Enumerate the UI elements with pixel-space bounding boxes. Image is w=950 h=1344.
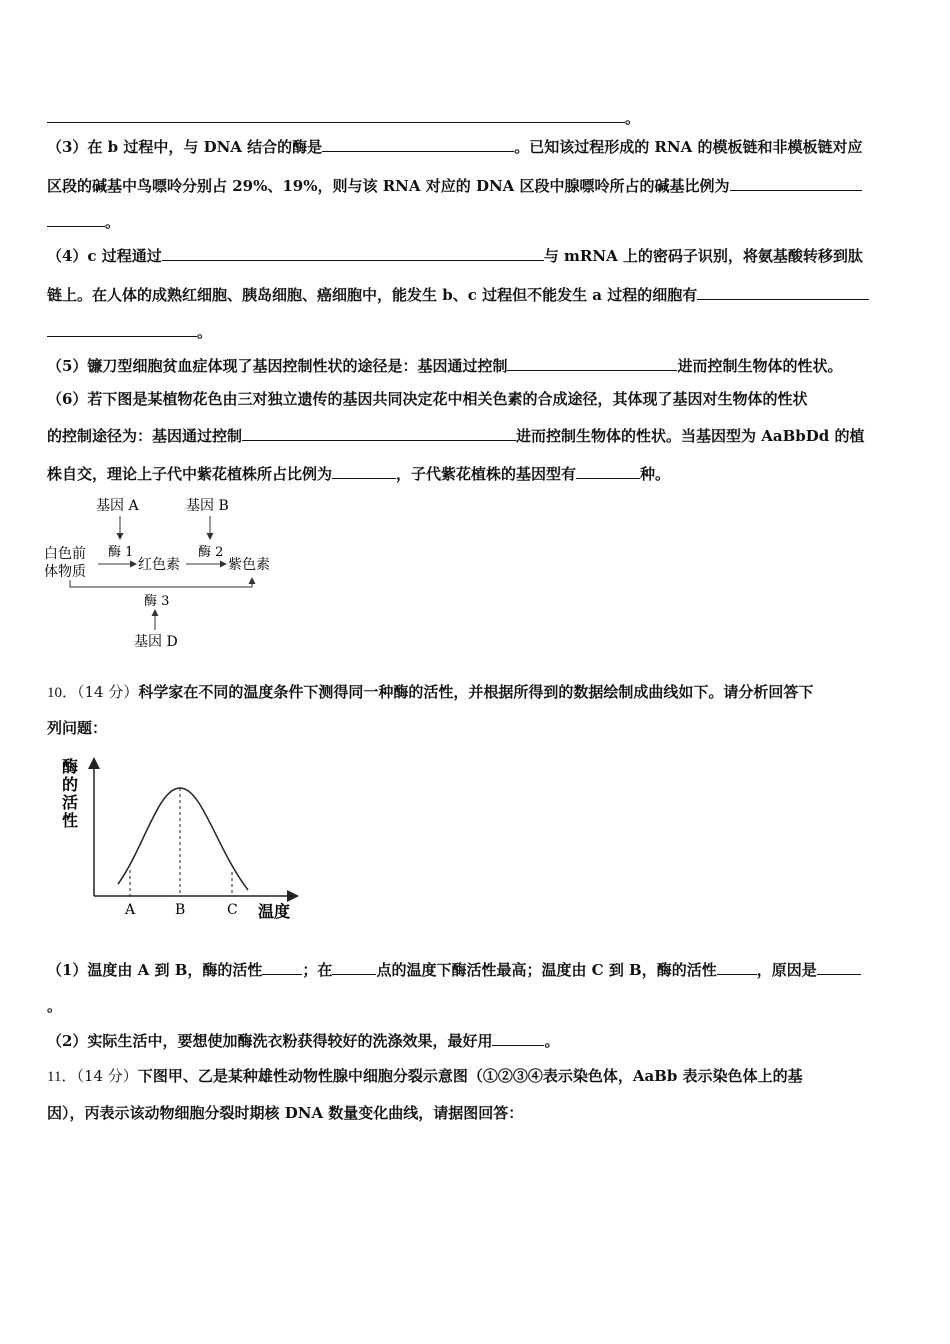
tick-label-a: A [125,902,136,918]
gene-b-label: 基因 B [186,498,229,514]
answer-blank[interactable] [162,246,544,261]
tick-label-c: C [227,902,238,918]
y-label-char: 活 [62,793,79,812]
precursor-label-line1: 白色前 [44,546,86,562]
q10-part2: （2）实际生活中，要想使加酶洗衣粉获得较好的洗涤效果，最好用 。 [47,1032,560,1050]
q11-stem-line1: 11．（14 分）下图甲、乙是某种雄性动物性腺中细胞分裂示意图（①②③④表示染色体，AaBb 表示染色体上的基 [47,1067,803,1085]
answer-blank[interactable] [507,356,677,371]
q9-part3-line2: 区段的碱基中鸟嘌呤分别占 29%、19%，则与该 RNA 对应的 DNA 区段中腺嘌呤所占的碱基比例为 [47,176,862,196]
q10-stem-line1: 10．（14 分）科学家在不同的温度条件下测得同一种酶的活性，并根据所得到的数据绘制成曲线如下。请分析回答下 [47,683,814,701]
y-label-char: 的 [62,775,79,794]
answer-blank[interactable] [717,960,757,975]
answer-blank[interactable] [697,285,869,300]
q11-stem-line2: 因），丙表示该动物细胞分裂时期核 DNA 数量变化曲线，请据图回答： [47,1104,524,1122]
purple-pigment-label: 紫色素 [228,557,270,573]
q9-top-line: 。 [47,108,640,128]
q9-part6-line3: 株自交，理论上子代中紫花植株所占比例为 ，子代紫花植株的基因型有 种。 [47,465,671,483]
answer-blank[interactable] [242,426,516,441]
q10-part1-line1: （1）温度由 A 到 B，酶的活性 ；在 点的温度下酶活性最高；温度由 C 到 B，酶的活性 ，原因是 [47,960,861,980]
answer-blank[interactable] [47,212,105,227]
q10-stem-line2: 列问题： [47,719,108,737]
enzyme-activity-graph [58,750,308,922]
q9-part6-line1: （6）若下图是某植物花色由三对独立遗传的基因共同决定花中相关色素的合成途径，其体现了基因对生物体的性状 [47,390,808,408]
q9-part5: （5）镰刀型细胞贫血症体现了基因控制性状的途径是：基因通过控制 进而控制生物体的性状。 [47,357,843,375]
answer-blank[interactable] [492,1031,544,1046]
enzyme-1-label: 酶 1 [108,545,134,560]
answer-blank[interactable] [730,176,862,191]
tick-label-b: B [175,902,186,918]
q9-part6-line2: 的控制途径为：基因通过控制 进而控制生物体的性状。当基因型为 AaBbDd 的植 [47,427,865,445]
answer-blank[interactable] [817,960,861,975]
answer-blank[interactable] [576,464,640,479]
enzyme-3-label: 酶 3 [144,594,170,609]
q9-part3-line3: 。 [47,212,120,232]
gene-a-label: 基因 A [96,498,139,514]
answer-blank[interactable] [332,960,376,975]
q10-part1-line2: 。 [47,997,63,1015]
enzyme-2-label: 酶 2 [198,545,224,560]
q9-part4-line1: （4）c 过程通过 与 mRNA 上的密码子识别，将氨基酸转移到肽 [47,247,863,265]
q9-part3-line1: （3）在 b 过程中，与 DNA 结合的酶是 。已知该过程形成的 RNA 的模板链和非模板链对应 [47,138,863,156]
answer-blank[interactable] [47,108,625,123]
precursor-label-line2: 体物质 [44,564,86,580]
red-pigment-label: 红色素 [138,557,180,573]
answer-blank[interactable] [332,464,396,479]
q9-part4-line2: 链上。在人体的成熟红细胞、胰岛细胞、癌细胞中，能发生 b、c 过程但不能发生 a 过程的细胞有 [47,285,869,305]
y-label-char: 酶 [62,757,79,776]
pigment-pathway-diagram [40,492,300,654]
enzyme3-bypass-arrow [70,578,252,587]
gene-d-label: 基因 D [134,634,178,650]
answer-blank[interactable] [262,960,302,975]
activity-curve [118,788,248,890]
answer-blank[interactable] [322,137,514,152]
answer-blank[interactable] [47,322,197,337]
y-label-char: 性 [62,811,79,830]
x-axis-label: 温度 [258,902,291,921]
q9-part4-line3: 。 [47,322,212,342]
